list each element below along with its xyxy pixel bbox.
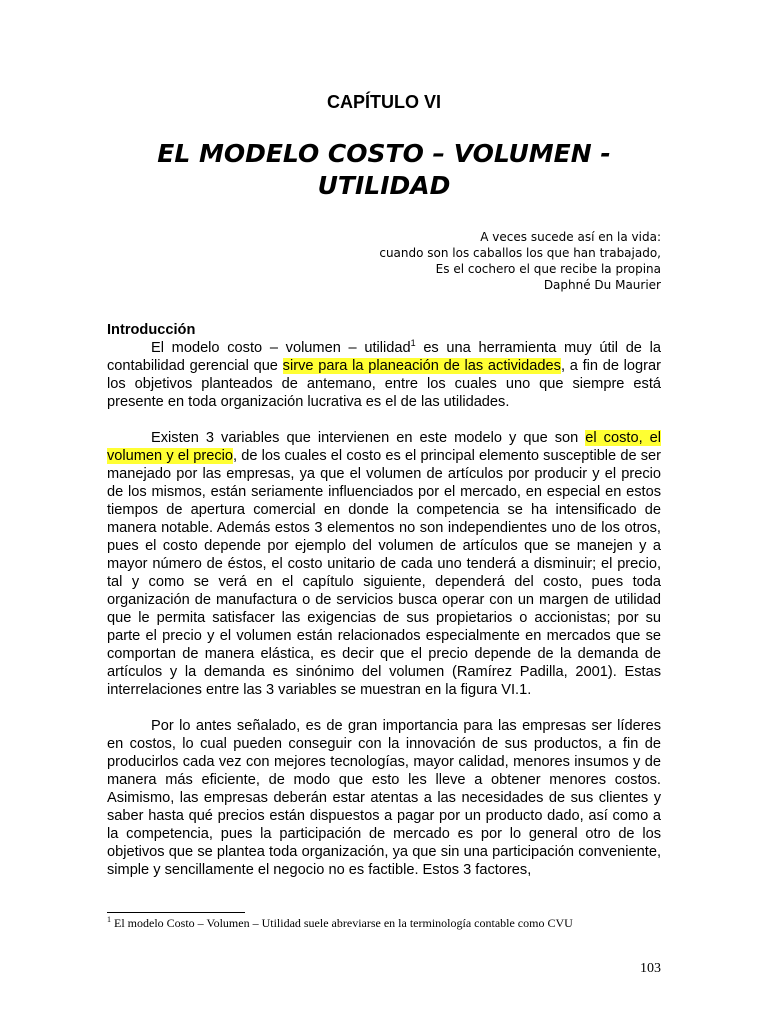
- paragraph-text: El modelo costo – volumen – utilidad: [151, 340, 411, 356]
- document-body: [107, 321, 661, 897]
- epigraph-line: Es el cochero el que recibe la propina: [435, 262, 661, 276]
- epigraph: [241, 229, 661, 293]
- epigraph-line: cuando son los caballos los que han trabajado,: [379, 246, 661, 260]
- footnote-text: El modelo Costo – Volumen – Utilidad suele abreviarse en la terminología contable como CVU: [111, 916, 573, 930]
- epigraph-author: Daphné Du Maurier: [543, 278, 661, 292]
- page-number: 103: [640, 961, 661, 976]
- footnote-separator: [107, 912, 245, 913]
- paragraph-text: , a fin de lograr los objetivos planteados de antemano, entre los cuales uno que siempre está presente en toda organización lucrativa es el de las utilidades.: [107, 358, 661, 410]
- chapter-label: CAPÍTULO VI: [326, 92, 441, 112]
- highlighted-text: sirve para la planeación de las actividades: [282, 358, 561, 374]
- epigraph-line: A veces sucede así en la vida:: [480, 230, 661, 244]
- paragraph-intro: [107, 339, 661, 411]
- paragraph-text: , de los cuales el costo es el principal elemento susceptible de ser manejado por las empresas, ya que el volumen de artículos por producir y el precio de los mismos, están seriamente influenciados por el mercado, en especial en estos tiempos de apertura comercial en donde la competencia se ha intensificado de manera notable. Además estos 3 elementos no son independientes uno de los otros, pues el costo depende por ejemplo del volumen de artículos que se manejen y a mayor número de éstos, el costo unitario de cada uno tenderá a disminuir; el precio, tal y como se verá en el capítulo siguiente, dependerá del costo, pues toda organización de manufactura o de servicios busca operar con un margen de utilidad que le permita satisfacer las exigencias de sus propietarios o accionistas; por su parte el precio y el volumen están relacionados especialmente en mercados que se comportan de manera elástica, es decir que el precio depende de la demanda de artículos y la demanda es sinónimo del volumen (Ramírez Padilla, 2001). Estas interrelaciones entre las 3 variables se muestran en la figura VI.1.: [107, 448, 661, 698]
- footnote-mark: 1: [107, 915, 111, 924]
- footnote-reference[interactable]: 1: [410, 338, 416, 349]
- section-heading: Introducción: [107, 322, 196, 338]
- paragraph-text: Existen 3 variables que intervienen en este modelo y que son: [151, 430, 586, 446]
- footnote: [107, 916, 667, 931]
- paragraph-text: es una herramienta muy útil de la contabilidad gerencial que: [107, 340, 661, 374]
- highlighted-text: el costo, el volumen y el precio: [107, 430, 662, 464]
- paragraph-variables: [107, 429, 661, 699]
- paragraph-leadership: Por lo antes señalado, es de gran importancia para las empresas ser líderes en costos, lo cual pueden conseguir con la innovación de sus productos, a fin de producirlos cada vez con mejores tecnologías, mayor calidad, menores insumos y de manera más eficiente, de modo que esto les lleve a obtener menores costos. Asimismo, las empresas deberán estar atentas a las necesidades de sus clientes y saber hasta qué precios están dispuestos a pagar por un producto dado, así como a la competencia, pues la participación de mercado es por lo general otro de los objetivos que se plantea toda organización, ya que sin una participación conveniente, simple y sencillamente el negocio no es factible. Estos 3 factores,: [107, 718, 661, 878]
- chapter-title: EL MODELO COSTO – VOLUMEN - UTILIDAD: [157, 139, 611, 200]
